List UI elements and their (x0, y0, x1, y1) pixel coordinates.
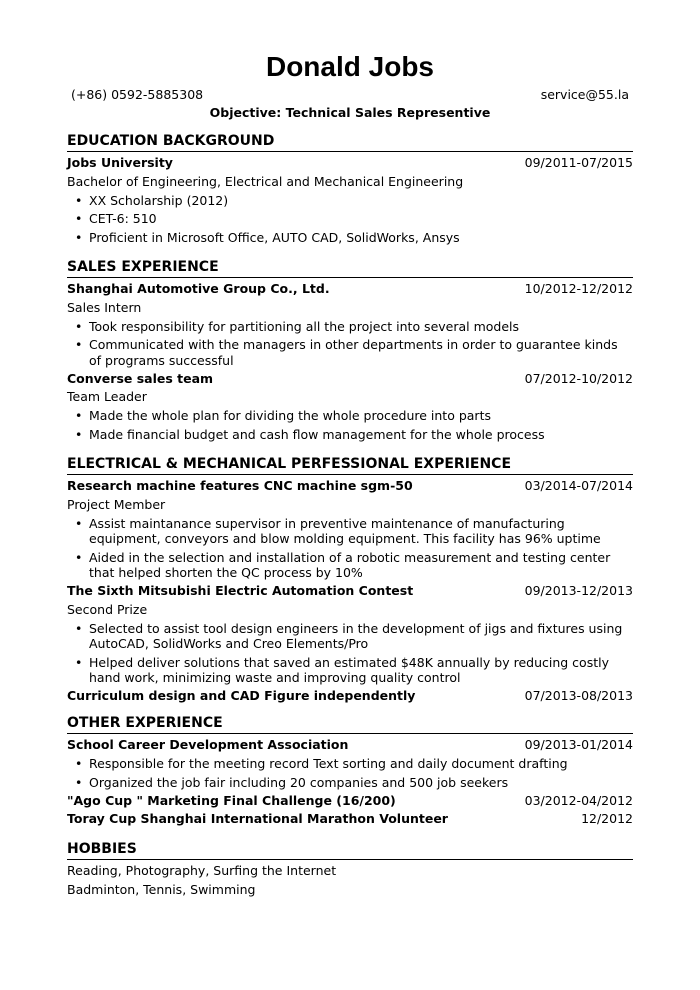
hobbies-section (67, 841, 633, 899)
entry-header (67, 280, 633, 299)
list-item: • Aided in the selection and installation of a robotic measurement and testing center that helped shorten the QC process by 10% (89, 548, 633, 582)
section-title: OTHER EXPERIENCE (67, 715, 633, 734)
entry-header (67, 792, 633, 811)
entry-org: School Career Development Association (67, 737, 349, 752)
bullet-list (67, 191, 633, 247)
list-item: • Responsible for the meeting record Text sorting and daily document drafting (89, 755, 633, 774)
list-item: • Made financial budget and cash flow management for the whole process (89, 425, 633, 444)
entry-org: Toray Cup Shanghai International Marathon Volunteer (67, 811, 448, 826)
list-item: • Made the whole plan for dividing the whole procedure into parts (89, 407, 633, 426)
objective: Objective: Technical Sales Representive (209, 105, 491, 120)
entry-date: 12/2012 (581, 811, 633, 826)
hobby-line: Badminton, Tennis, Swimming (67, 881, 256, 897)
entry-org: Research machine features CNC machine sgm-50 (67, 478, 413, 493)
entry-org: Shanghai Automotive Group Co., Ltd. (67, 281, 330, 296)
list-item: • Communicated with the managers in other departments in order to guarantee kinds of programs successful (89, 336, 633, 370)
entry-header (67, 810, 633, 829)
entry-org: Curriculum design and CAD Figure independently (67, 688, 416, 703)
entry-org: "Ago Cup " Marketing Final Challenge (16/200) (67, 792, 396, 808)
hobby-line: Reading, Photography, Surfing the Internet (67, 863, 337, 878)
entry-role: Team Leader (67, 389, 147, 404)
list-item: • Assist maintanance supervisor in preventive maintenance of manufacturing equipment, conveyors and blow molding equipment. This facility has 96% uptime (89, 514, 633, 548)
entry-header (67, 477, 633, 496)
bullet-list (67, 755, 633, 792)
entry-header (67, 736, 633, 755)
electrical-section (67, 456, 633, 706)
entry-header (67, 687, 633, 706)
entry-role: Second Prize (67, 601, 148, 617)
entry-org: Converse sales team (67, 370, 214, 386)
list-item: • Took responsibility for partitioning all the project into several models (89, 317, 633, 336)
section-title: EDUCATION BACKGROUND (67, 133, 633, 152)
candidate-name: Donald Jobs (265, 51, 434, 82)
sales-section (67, 259, 633, 444)
entry-date: 07/2012-10/2012 (524, 370, 633, 386)
section-title: ELECTRICAL & MECHANICAL PERFESSIONAL EXPERIENCE (67, 456, 633, 475)
section-title: SALES EXPERIENCE (67, 259, 633, 278)
entry-role: Sales Intern (67, 299, 142, 315)
list-item: • CET-6: 510 (89, 210, 633, 229)
bullet-list (67, 619, 633, 687)
list-item: • Helped deliver solutions that saved an estimated $48K annually by reducing costly hand work, minimizing waste and improving quality control (89, 653, 633, 687)
entry-date: 07/2013-08/2013 (524, 688, 633, 703)
education-section (67, 133, 633, 247)
entry-date: 10/2012-12/2012 (524, 281, 633, 296)
bullet-list (67, 407, 633, 444)
entry-role: Project Member (67, 496, 166, 512)
list-item: • Proficient in Microsoft Office, AUTO CAD, SolidWorks, Ansys (89, 228, 633, 247)
email-address: service@55.la (540, 87, 629, 102)
bullet-list (67, 317, 633, 370)
entry-org: The Sixth Mitsubishi Electric Automation Contest (67, 583, 414, 598)
other-section (67, 715, 633, 829)
entry-header (67, 370, 633, 389)
entry-date: 03/2014-07/2014 (524, 478, 633, 493)
entry-date: 09/2013-01/2014 (524, 737, 633, 752)
entry-header (67, 582, 633, 601)
list-item: • Organized the job fair including 20 companies and 500 job seekers (89, 773, 633, 792)
list-item: • XX Scholarship (2012) (89, 191, 633, 210)
entry-date: 09/2013-12/2013 (524, 583, 633, 598)
entry-org: Jobs University (67, 155, 173, 170)
entry-header (67, 154, 633, 173)
bullet-list (67, 514, 633, 582)
degree: Bachelor of Engineering, Electrical and Mechanical Engineering (67, 173, 464, 189)
entry-date: 09/2011-07/2015 (524, 155, 633, 170)
section-title: HOBBIES (67, 841, 633, 860)
phone-number: (+86) 0592-5885308 (71, 87, 204, 102)
list-item: • Selected to assist tool design engineers in the development of jigs and fixtures using AutoCAD, SolidWorks and Creo Elements/Pro (89, 619, 633, 653)
entry-date: 03/2012-04/2012 (524, 792, 633, 808)
